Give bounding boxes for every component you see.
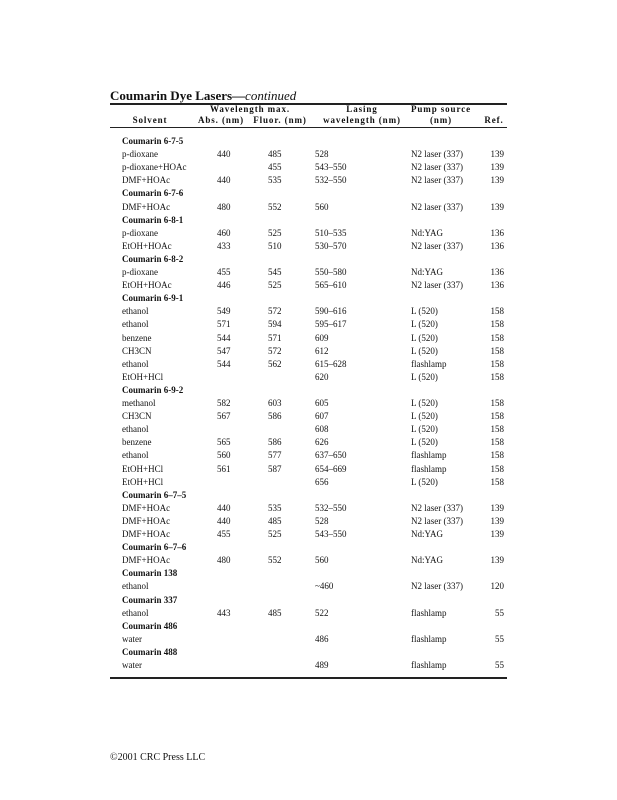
cell-lasing: 605: [315, 398, 329, 408]
cell-pump: N2 laser (337): [411, 280, 463, 291]
cell-ref: 139: [490, 515, 504, 526]
cell-fluor: 535: [268, 502, 282, 513]
cell-lasing: 565–610: [315, 280, 347, 291]
cell-solvent: ethanol: [122, 450, 149, 461]
group-heading: Coumarin 486: [122, 620, 178, 631]
group-heading-row: [110, 214, 507, 227]
cell-fluor: 572: [268, 306, 282, 317]
table-row: [110, 633, 507, 646]
cell-lasing: 560: [315, 201, 329, 212]
cell-ref: 139: [490, 175, 504, 186]
copyright-footer: ©2001 CRC Press LLC: [110, 752, 206, 763]
header-wavelength-max: Wavelength max.: [210, 104, 290, 114]
cell-lasing: 607: [315, 411, 329, 422]
header-pump-nm: (nm): [429, 115, 453, 125]
cell-fluor: 571: [268, 332, 282, 343]
group-heading: Coumarin 488: [122, 646, 178, 657]
group-heading-row: [110, 384, 507, 397]
table-row: [110, 528, 507, 541]
table-row: [110, 463, 507, 476]
cell-ref: 158: [490, 450, 504, 461]
group-heading: Coumarin 6-7-6: [122, 188, 184, 199]
cell-ref: 158: [490, 398, 504, 408]
cell-lasing: ~460: [315, 581, 334, 592]
group-heading-row: [110, 646, 507, 659]
table-title: [110, 88, 296, 104]
cell-pump: N2 laser (337): [411, 515, 463, 526]
cell-ref: 139: [490, 555, 504, 566]
cell-ref: 136: [490, 240, 504, 251]
cell-pump: flashlamp: [411, 450, 447, 461]
cell-pump: L (520): [411, 306, 438, 317]
cell-ref: 158: [490, 345, 504, 356]
table-row: [110, 659, 507, 672]
cell-ref: 139: [490, 149, 504, 160]
cell-lasing: 528: [315, 149, 329, 160]
table-row: [110, 279, 507, 292]
cell-pump: flashlamp: [411, 660, 447, 670]
group-heading-row: [110, 489, 507, 502]
table-row: [110, 580, 507, 593]
cell-lasing: 626: [315, 437, 329, 448]
cell-pump: Nd:YAG: [411, 227, 444, 238]
cell-pump: L (520): [411, 476, 438, 487]
cell-ref: 158: [490, 306, 504, 317]
cell-pump: L (520): [411, 398, 438, 408]
table-row: [110, 410, 507, 423]
group-heading-row: [110, 541, 507, 554]
cell-ref: 55: [495, 633, 504, 644]
cell-lasing: 522: [315, 607, 329, 618]
table-row: [110, 240, 507, 253]
cell-abs: 443: [217, 607, 231, 618]
cell-lasing: 532–550: [315, 175, 347, 186]
table-row: [110, 476, 507, 489]
cell-fluor: 525: [268, 529, 282, 539]
cell-abs: 455: [217, 267, 231, 277]
group-heading: Coumarin 6-8-1: [122, 214, 184, 225]
table-row: [110, 227, 507, 240]
table-row: [110, 345, 507, 358]
cell-fluor: 552: [268, 555, 282, 566]
cell-abs: 561: [217, 463, 231, 474]
group-heading: Coumarin 6–7–6: [122, 542, 187, 553]
header-ref: Ref.: [484, 115, 504, 125]
table-row: [110, 436, 507, 449]
cell-fluor: 594: [268, 319, 282, 330]
cell-solvent: DMF+HOAc: [122, 201, 171, 212]
cell-ref: 136: [490, 227, 504, 238]
table-row: [110, 174, 507, 187]
cell-ref: 158: [490, 358, 504, 369]
cell-abs: 582: [217, 398, 231, 408]
cell-pump: flashlamp: [411, 607, 447, 618]
cell-fluor: 545: [268, 267, 282, 277]
cell-solvent: DMF+HOAc: [122, 529, 171, 539]
table-row: [110, 358, 507, 371]
header-lasing-wavelength: wavelength (nm): [323, 115, 401, 125]
cell-pump: N2 laser (337): [411, 502, 463, 513]
title-main: Coumarin Dye Lasers—: [110, 88, 246, 103]
group-heading: Coumarin 6-9-2: [122, 384, 184, 395]
cell-abs: 455: [217, 529, 231, 539]
cell-abs: 480: [217, 555, 231, 566]
cell-pump: L (520): [411, 424, 438, 435]
cell-lasing: 590–616: [315, 306, 347, 317]
cell-lasing: 528: [315, 515, 329, 526]
cell-solvent: ethanol: [122, 581, 149, 592]
cell-lasing: 510–535: [315, 227, 347, 238]
cell-pump: Nd:YAG: [411, 267, 444, 277]
cell-solvent: EtOH+HCl: [122, 476, 164, 487]
group-heading-row: [110, 567, 507, 580]
cell-solvent: CH3CN: [122, 411, 152, 422]
cell-lasing: 620: [315, 371, 329, 382]
cell-lasing: 550–580: [315, 267, 347, 277]
cell-pump: L (520): [411, 437, 438, 448]
cell-abs: 567: [217, 411, 231, 422]
cell-ref: 158: [490, 463, 504, 474]
bottom-rule: [110, 677, 507, 679]
cell-ref: 158: [490, 437, 504, 448]
cell-ref: 139: [490, 502, 504, 513]
cell-solvent: ethanol: [122, 424, 149, 435]
cell-abs: 565: [217, 437, 231, 448]
cell-ref: 139: [490, 529, 504, 539]
group-heading-row: [110, 292, 507, 305]
cell-pump: flashlamp: [411, 358, 447, 369]
cell-ref: 55: [495, 660, 504, 670]
cell-fluor: 562: [268, 358, 282, 369]
cell-solvent: ethanol: [122, 306, 149, 317]
table-row: [110, 148, 507, 161]
cell-abs: 480: [217, 201, 231, 212]
cell-pump: N2 laser (337): [411, 240, 463, 251]
cell-solvent: ethanol: [122, 607, 149, 618]
cell-pump: L (520): [411, 332, 438, 343]
cell-ref: 158: [490, 424, 504, 435]
cell-abs: 446: [217, 280, 231, 291]
group-heading: Coumarin 138: [122, 568, 178, 579]
header-pump-source: Pump source: [411, 104, 471, 114]
group-heading-row: [110, 135, 507, 148]
table-row: [110, 449, 507, 462]
cell-solvent: p-dioxane+HOAc: [122, 162, 187, 173]
table-row: [110, 161, 507, 174]
cell-abs: 547: [217, 345, 231, 356]
cell-pump: L (520): [411, 411, 438, 422]
cell-pump: L (520): [411, 345, 438, 356]
cell-fluor: 525: [268, 227, 282, 238]
cell-lasing: 608: [315, 424, 329, 435]
cell-lasing: 530–570: [315, 240, 347, 251]
table-row: [110, 515, 507, 528]
cell-ref: 120: [490, 581, 504, 592]
cell-abs: 440: [217, 515, 231, 526]
cell-solvent: water: [122, 660, 142, 670]
table-row: [110, 332, 507, 345]
cell-ref: 136: [490, 267, 504, 277]
cell-solvent: DMF+HOAc: [122, 515, 171, 526]
table-row: [110, 397, 507, 410]
cell-ref: 158: [490, 332, 504, 343]
table-row: [110, 305, 507, 318]
cell-solvent: DMF+HOAc: [122, 502, 171, 513]
title-suffix: continued: [245, 88, 297, 103]
table-row: [110, 554, 507, 567]
group-heading: Coumarin 6–7–5: [122, 489, 187, 500]
cell-fluor: 552: [268, 201, 282, 212]
cell-fluor: 587: [268, 463, 282, 474]
cell-pump: N2 laser (337): [411, 581, 463, 592]
cell-fluor: 577: [268, 450, 282, 461]
cell-fluor: 485: [268, 515, 282, 526]
table-row: [110, 201, 507, 214]
cell-solvent: benzene: [122, 332, 152, 343]
cell-abs: 571: [217, 319, 231, 330]
cell-ref: 136: [490, 280, 504, 291]
cell-fluor: 525: [268, 280, 282, 291]
cell-abs: 440: [217, 502, 231, 513]
cell-lasing: 532–550: [315, 502, 347, 513]
cell-pump: Nd:YAG: [411, 555, 444, 566]
group-heading: Coumarin 6-8-2: [122, 253, 184, 264]
cell-lasing: 654–669: [315, 463, 347, 474]
cell-fluor: 485: [268, 149, 282, 160]
cell-pump: N2 laser (337): [411, 149, 463, 160]
group-heading-row: [110, 187, 507, 200]
cell-fluor: 586: [268, 437, 282, 448]
cell-lasing: 489: [315, 660, 329, 670]
cell-lasing: 543–550: [315, 162, 347, 173]
table-row: [110, 371, 507, 384]
table-row: [110, 607, 507, 620]
cell-solvent: CH3CN: [122, 345, 152, 356]
table-row: [110, 266, 507, 279]
cell-solvent: EtOH+HOAc: [122, 280, 172, 291]
cell-abs: 460: [217, 227, 231, 238]
cell-abs: 544: [217, 358, 231, 369]
header-fluor: Fluor. (nm): [253, 115, 307, 125]
cell-solvent: water: [122, 633, 142, 644]
cell-lasing: 486: [315, 633, 329, 644]
cell-solvent: DMF+HOAc: [122, 175, 171, 186]
cell-solvent: EtOH+HCl: [122, 463, 164, 474]
group-heading-row: [110, 594, 507, 607]
cell-fluor: 510: [268, 240, 282, 251]
cell-lasing: 609: [315, 332, 329, 343]
header-abs: Abs. (nm): [197, 115, 245, 125]
group-heading-row: [110, 253, 507, 266]
header-lasing: Lasing: [346, 104, 378, 114]
group-heading: Coumarin 337: [122, 594, 178, 605]
cell-abs: 560: [217, 450, 231, 461]
cell-lasing: 560: [315, 555, 329, 566]
cell-lasing: 615–628: [315, 358, 347, 369]
group-heading-row: [110, 620, 507, 633]
cell-fluor: 586: [268, 411, 282, 422]
cell-fluor: 535: [268, 175, 282, 186]
cell-ref: 158: [490, 319, 504, 330]
cell-abs: 440: [217, 149, 231, 160]
cell-lasing: 595–617: [315, 319, 347, 330]
cell-abs: 440: [217, 175, 231, 186]
header-solvent: Solvent: [132, 115, 168, 125]
cell-pump: N2 laser (337): [411, 162, 463, 173]
cell-solvent: DMF+HOAc: [122, 555, 171, 566]
cell-lasing: 656: [315, 476, 329, 487]
cell-solvent: p-dioxane: [122, 267, 158, 277]
cell-fluor: 603: [268, 398, 282, 408]
cell-ref: 139: [490, 162, 504, 173]
cell-fluor: 572: [268, 345, 282, 356]
cell-pump: L (520): [411, 319, 438, 330]
cell-pump: N2 laser (337): [411, 175, 463, 186]
cell-pump: flashlamp: [411, 633, 447, 644]
table-row: [110, 502, 507, 515]
cell-pump: N2 laser (337): [411, 201, 463, 212]
cell-abs: 433: [217, 240, 231, 251]
cell-lasing: 637–650: [315, 450, 347, 461]
cell-pump: Nd:YAG: [411, 529, 444, 539]
cell-solvent: p-dioxane: [122, 227, 158, 238]
cell-solvent: methanol: [122, 398, 156, 408]
cell-solvent: EtOH+HOAc: [122, 240, 172, 251]
cell-fluor: 485: [268, 607, 282, 618]
cell-ref: 158: [490, 411, 504, 422]
cell-fluor: 455: [268, 162, 282, 173]
cell-ref: 55: [495, 607, 504, 618]
cell-ref: 158: [490, 476, 504, 487]
cell-solvent: ethanol: [122, 358, 149, 369]
cell-solvent: p-dioxane: [122, 149, 158, 160]
cell-pump: flashlamp: [411, 463, 447, 474]
cell-abs: 549: [217, 306, 231, 317]
table-row: [110, 423, 507, 436]
cell-lasing: 543–550: [315, 529, 347, 539]
header-rule: [110, 127, 507, 128]
cell-solvent: benzene: [122, 437, 152, 448]
group-heading: Coumarin 6-9-1: [122, 293, 184, 304]
cell-pump: L (520): [411, 371, 438, 382]
cell-solvent: EtOH+HCl: [122, 371, 164, 382]
cell-lasing: 612: [315, 345, 329, 356]
group-heading: Coumarin 6-7-5: [122, 136, 184, 146]
cell-ref: 158: [490, 371, 504, 382]
cell-abs: 544: [217, 332, 231, 343]
table-row: [110, 318, 507, 331]
cell-ref: 139: [490, 201, 504, 212]
cell-solvent: ethanol: [122, 319, 149, 330]
